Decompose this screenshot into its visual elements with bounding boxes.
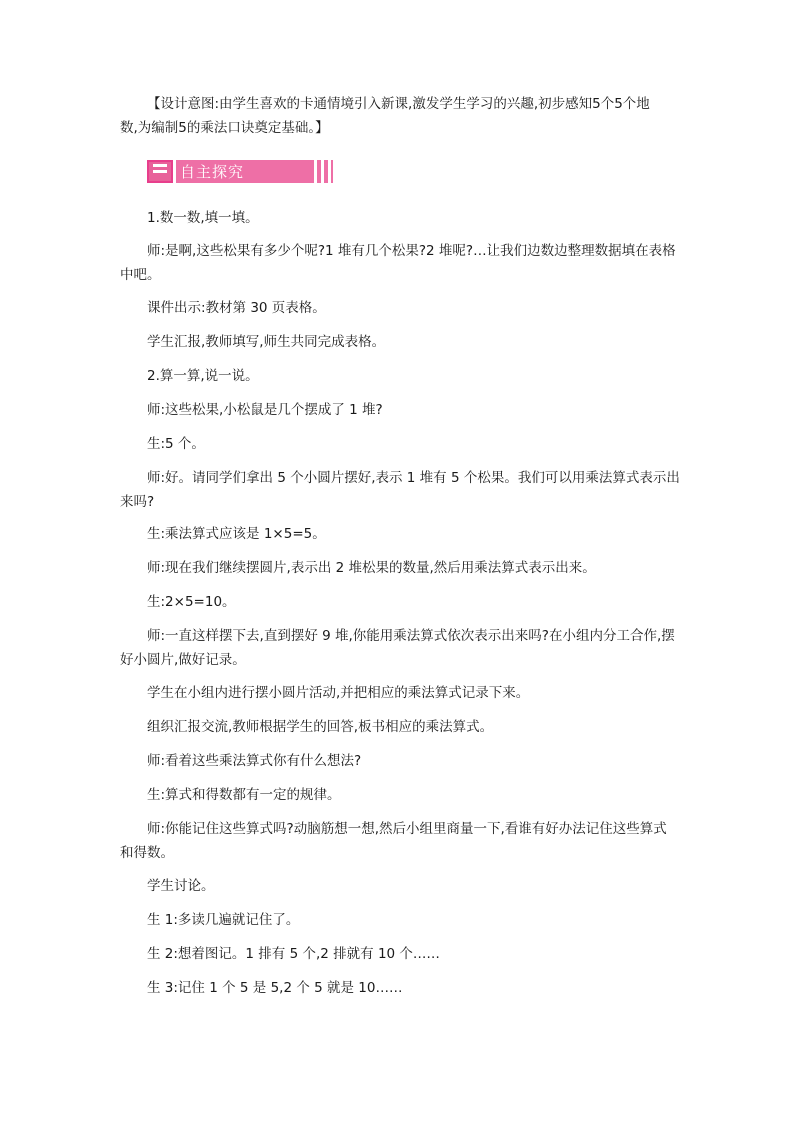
design-intent-line-1: 【设计意图:由学生喜欢的卡通情境引入新课,激发学生学习的兴趣,初步感知5个5个地 <box>147 96 650 112</box>
paragraph: 课件出示:教材第 30 页表格。 <box>147 300 326 316</box>
design-intent-line-2: 数,为编制5的乘法口诀奠定基础。】 <box>120 120 329 136</box>
paragraph: 生:2×5=10。 <box>147 594 236 610</box>
paragraph: 师:好。请同学们拿出 5 个小圆片摆好,表示 1 堆有 5 个松果。我们可以用乘法算式表示出来吗? <box>120 470 680 510</box>
paragraph: 生:5 个。 <box>147 436 205 452</box>
paragraph: 师:你能记住这些算式吗?动脑筋想一想,然后小组里商量一下,看谁有好办法记住这些算式和得数。 <box>120 821 667 861</box>
paragraph: 生 2:想着图记。1 排有 5 个,2 排就有 10 个…… <box>147 946 440 962</box>
section-title-bar <box>176 160 333 183</box>
paragraph: 师:现在我们继续摆圆片,表示出 2 堆松果的数量,然后用乘法算式表示出来。 <box>147 560 596 576</box>
paragraph: 生:乘法算式应该是 1×5=5。 <box>147 526 326 542</box>
paragraph: 1.数一数,填一填。 <box>147 210 259 226</box>
section-title: 自主探究 <box>180 163 245 181</box>
paragraph: 2.算一算,说一说。 <box>147 368 259 384</box>
paragraph: 师:这些松果,小松鼠是几个摆成了 1 堆? <box>147 402 383 418</box>
paragraph: 师:是啊,这些松果有多少个呢?1 堆有几个松果?2 堆呢?…让我们边数边整理数据填在表格中吧。 <box>120 243 676 283</box>
paragraph: 生:算式和得数都有一定的规律。 <box>147 787 341 803</box>
paragraph: 生 1:多读几遍就记住了。 <box>147 912 300 928</box>
paragraph: 学生讨论。 <box>147 878 215 894</box>
banner-stripes-decoration <box>314 160 331 183</box>
paragraph: 学生汇报,教师填写,师生共同完成表格。 <box>147 334 386 350</box>
paragraph: 师:看着这些乘法算式你有什么想法? <box>147 753 362 769</box>
paragraph: 组织汇报交流,教师根据学生的回答,板书相应的乘法算式。 <box>147 719 494 735</box>
paragraph: 学生在小组内进行摆小圆片活动,并把相应的乘法算式记录下来。 <box>147 685 530 701</box>
paragraph: 师:一直这样摆下去,直到摆好 9 堆,你能用乘法算式依次表示出来吗?在小组内分工合作,摆好小圆片,做好记录。 <box>120 628 675 668</box>
paragraph: 生 3:记住 1 个 5 是 5,2 个 5 就是 10…… <box>147 980 403 996</box>
section-banner <box>147 160 333 183</box>
section-number-icon <box>147 160 173 183</box>
